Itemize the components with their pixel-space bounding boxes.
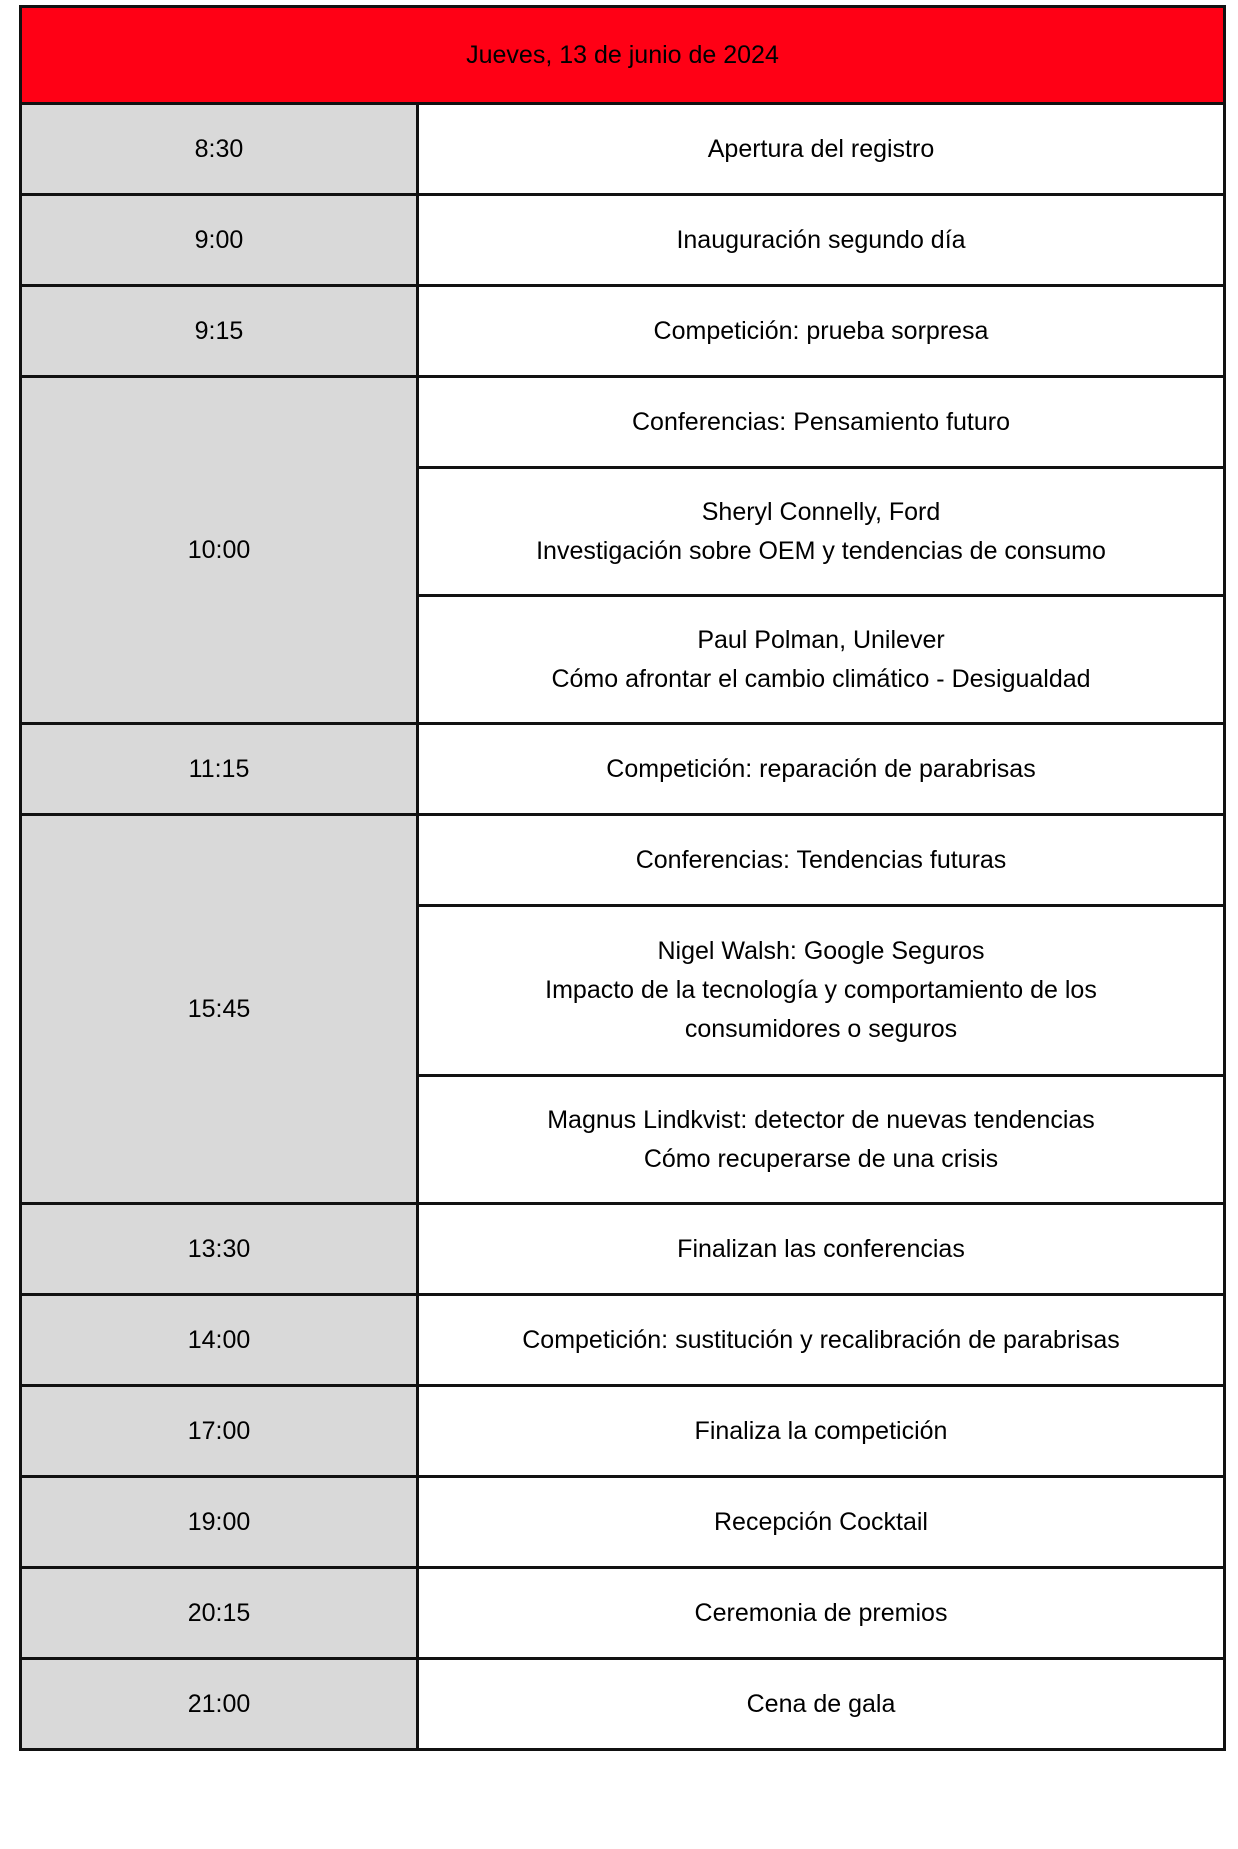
talk-speaker: Magnus Lindkvist: detector de nuevas tendencias [547, 1105, 1095, 1134]
time-cell: 21:00 [21, 1659, 418, 1750]
event-cell: Finalizan las conferencias [418, 1204, 1225, 1295]
session-heading: Conferencias: Pensamiento futuro [418, 377, 1225, 468]
table-row [21, 377, 1225, 468]
event-cell: Inauguración segundo día [418, 195, 1225, 286]
talk-topic: Impacto de la tecnología y comportamiento de los [545, 976, 1097, 1004]
time-cell: 13:30 [21, 1204, 418, 1295]
talk-cell [418, 906, 1225, 1076]
table-row [21, 815, 1225, 906]
talk-topic: Investigación sobre OEM y tendencias de consumo [536, 536, 1106, 565]
talk-cell [418, 468, 1225, 596]
time-cell: 17:00 [21, 1386, 418, 1477]
session-heading: Conferencias: Tendencias futuras [418, 815, 1225, 906]
schedule-date-title: Jueves, 13 de junio de 2024 [21, 7, 1225, 104]
time-cell: 9:00 [21, 195, 418, 286]
time-cell: 14:00 [21, 1295, 418, 1386]
talk-topic: Cómo afrontar el cambio climático - Desigualdad [551, 664, 1091, 693]
event-cell: Finaliza la competición [418, 1386, 1225, 1477]
table-row [21, 195, 1225, 286]
time-cell: 15:45 [21, 815, 418, 1204]
table-row [21, 1295, 1225, 1386]
event-cell: Recepción Cocktail [418, 1477, 1225, 1568]
time-cell: 11:15 [21, 724, 418, 815]
talk-cell [418, 1076, 1225, 1204]
table-row [21, 1568, 1225, 1659]
table-row [21, 1659, 1225, 1750]
talk-speaker: Nigel Walsh: Google Seguros [657, 937, 985, 965]
event-cell: Competición: reparación de parabrisas [418, 724, 1225, 815]
time-cell: 20:15 [21, 1568, 418, 1659]
table-row [21, 286, 1225, 377]
event-cell: Competición: sustitución y recalibración de parabrisas [418, 1295, 1225, 1386]
table-row [21, 724, 1225, 815]
table-row [21, 1204, 1225, 1295]
talk-speaker: Paul Polman, Unilever [697, 625, 945, 654]
talk-cell [418, 596, 1225, 724]
schedule-table [19, 5, 1226, 1751]
time-cell: 9:15 [21, 286, 418, 377]
event-cell: Competición: prueba sorpresa [418, 286, 1225, 377]
time-cell: 10:00 [21, 377, 418, 724]
event-cell: Ceremonia de premios [418, 1568, 1225, 1659]
table-row [21, 1386, 1225, 1477]
event-cell: Apertura del registro [418, 104, 1225, 195]
table-row [21, 104, 1225, 195]
event-cell: Cena de gala [418, 1659, 1225, 1750]
talk-speaker: Sheryl Connelly, Ford [701, 497, 941, 526]
table-row [21, 1477, 1225, 1568]
time-cell: 8:30 [21, 104, 418, 195]
talk-topic-continued: consumidores o seguros [684, 1015, 958, 1043]
time-cell: 19:00 [21, 1477, 418, 1568]
talk-topic: Cómo recuperarse de una crisis [643, 1144, 999, 1173]
